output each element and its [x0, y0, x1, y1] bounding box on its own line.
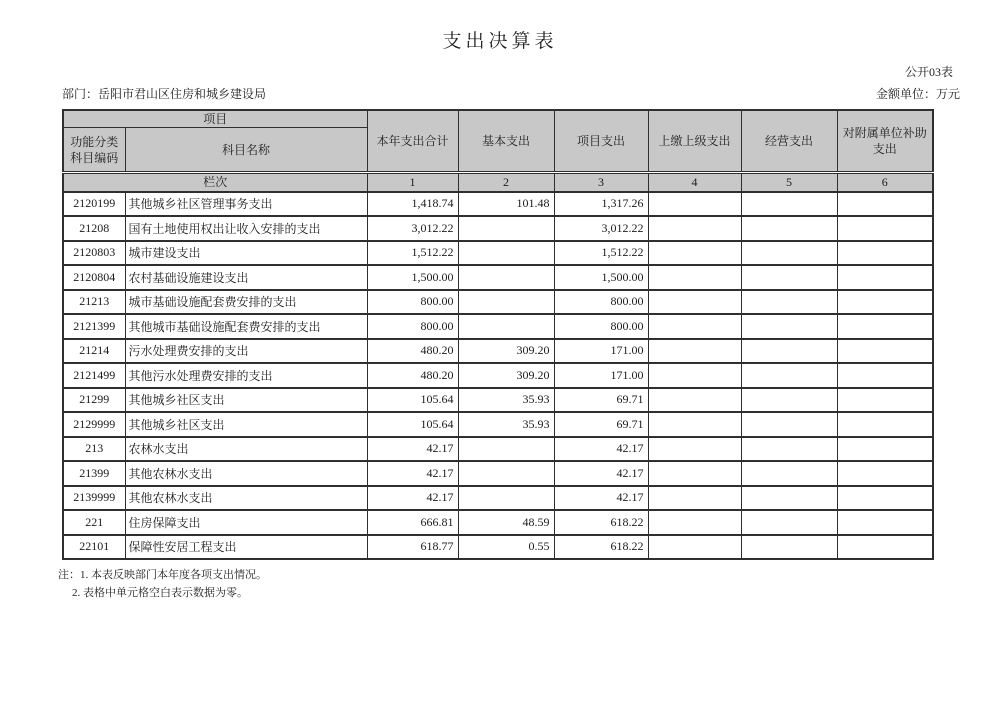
header-total-expenditure: 本年支出合计: [367, 110, 458, 173]
cell-upper: [648, 241, 741, 266]
cell-operating: [741, 461, 837, 486]
cell-basic: [458, 314, 554, 339]
table-row: [63, 461, 933, 486]
meta-row: [0, 87, 1000, 101]
table-row: [63, 510, 933, 535]
cell-code: 21214: [63, 339, 125, 364]
cell-project: 3,012.22: [554, 216, 648, 241]
cell-project: 1,317.26: [554, 192, 648, 217]
column-index-3: 3: [554, 173, 648, 192]
table-row: [63, 535, 933, 560]
cell-total: 800.00: [367, 290, 458, 315]
notes: [0, 566, 1000, 602]
cell-subsidy: [837, 363, 933, 388]
cell-project: 618.22: [554, 535, 648, 560]
cell-total: 42.17: [367, 461, 458, 486]
cell-basic: [458, 461, 554, 486]
table-row: [63, 339, 933, 364]
column-index-4: 4: [648, 173, 741, 192]
cell-subsidy: [837, 216, 933, 241]
cell-project: 69.71: [554, 388, 648, 413]
cell-basic: [458, 486, 554, 511]
cell-operating: [741, 314, 837, 339]
cell-code: 21213: [63, 290, 125, 315]
column-index-5: 5: [741, 173, 837, 192]
table-row: [63, 388, 933, 413]
cell-basic: 35.93: [458, 388, 554, 413]
cell-operating: [741, 216, 837, 241]
cell-basic: 35.93: [458, 412, 554, 437]
cell-project: 800.00: [554, 290, 648, 315]
cell-name: 其他城乡社区支出: [125, 388, 367, 413]
header-subsidy-expenditure: 对附属单位补助支出: [837, 110, 933, 173]
cell-subsidy: [837, 192, 933, 217]
cell-code: 2120199: [63, 192, 125, 217]
unit-label: 金额单位：万元: [875, 87, 960, 101]
cell-operating: [741, 265, 837, 290]
cell-upper: [648, 437, 741, 462]
cell-code: 2121499: [63, 363, 125, 388]
cell-subsidy: [837, 412, 933, 437]
table-row: [63, 486, 933, 511]
cell-upper: [648, 363, 741, 388]
cell-upper: [648, 216, 741, 241]
cell-code: 2139999: [63, 486, 125, 511]
cell-upper: [648, 339, 741, 364]
cell-name: 城市建设支出: [125, 241, 367, 266]
cell-subsidy: [837, 461, 933, 486]
header-row-group: [63, 110, 933, 128]
cell-basic: [458, 241, 554, 266]
cell-code: 22101: [63, 535, 125, 560]
header-subject-name: 科目名称: [125, 128, 367, 173]
cell-project: 42.17: [554, 486, 648, 511]
cell-operating: [741, 510, 837, 535]
cell-operating: [741, 339, 837, 364]
cell-basic: [458, 216, 554, 241]
header-project-group: 项目: [63, 110, 367, 128]
cell-subsidy: [837, 265, 933, 290]
cell-project: 69.71: [554, 412, 648, 437]
cell-basic: 309.20: [458, 339, 554, 364]
page-title: 支出决算表: [442, 31, 558, 52]
cell-upper: [648, 314, 741, 339]
cell-operating: [741, 535, 837, 560]
column-index-6: 6: [837, 173, 933, 192]
cell-name: 其他农林水支出: [125, 461, 367, 486]
cell-total: 666.81: [367, 510, 458, 535]
cell-upper: [648, 535, 741, 560]
table-row: [63, 192, 933, 217]
cell-total: 42.17: [367, 486, 458, 511]
cell-name: 其他城市基础设施配套费安排的支出: [125, 314, 367, 339]
table-row: [63, 437, 933, 462]
cell-project: 800.00: [554, 314, 648, 339]
cell-name: 其他污水处理费安排的支出: [125, 363, 367, 388]
cell-total: 480.20: [367, 363, 458, 388]
note-text-2: 2. 表格中单元格空白表示数据为零。: [72, 587, 248, 599]
header-upper-level-expenditure: 上缴上级支出: [648, 110, 741, 173]
cell-upper: [648, 265, 741, 290]
cell-code: 2120803: [63, 241, 125, 266]
cell-name: 农村基础设施建设支出: [125, 265, 367, 290]
cell-subsidy: [837, 290, 933, 315]
cell-total: 105.64: [367, 388, 458, 413]
table-row: [63, 216, 933, 241]
cell-code: 2120804: [63, 265, 125, 290]
cell-total: 618.77: [367, 535, 458, 560]
cell-code: 21399: [63, 461, 125, 486]
cell-subsidy: [837, 241, 933, 266]
cell-project: 171.00: [554, 363, 648, 388]
note-line-1: [58, 566, 1000, 584]
table-row: [63, 412, 933, 437]
cell-basic: [458, 265, 554, 290]
header-function-code: 功能分类科目编码: [63, 128, 125, 173]
cell-subsidy: [837, 314, 933, 339]
cell-upper: [648, 510, 741, 535]
cell-upper: [648, 412, 741, 437]
cell-project: 618.22: [554, 510, 648, 535]
cell-total: 480.20: [367, 339, 458, 364]
form-code-label: 公开03表: [904, 65, 953, 79]
cell-code: 21299: [63, 388, 125, 413]
cell-code: 2121399: [63, 314, 125, 339]
table-row: [63, 363, 933, 388]
table-row: [63, 265, 933, 290]
cell-name: 其他城乡社区管理事务支出: [125, 192, 367, 217]
cell-basic: [458, 437, 554, 462]
cell-operating: [741, 290, 837, 315]
cell-code: 2129999: [63, 412, 125, 437]
note-text-1: 1. 本表反映部门本年度各项支出情况。: [80, 569, 267, 581]
cell-name: 其他城乡社区支出: [125, 412, 367, 437]
cell-name: 城市基础设施配套费安排的支出: [125, 290, 367, 315]
cell-total: 3,012.22: [367, 216, 458, 241]
cell-operating: [741, 192, 837, 217]
cell-basic: [458, 290, 554, 315]
cell-total: 800.00: [367, 314, 458, 339]
header-basic-expenditure: 基本支出: [458, 110, 554, 173]
cell-project: 171.00: [554, 339, 648, 364]
cell-operating: [741, 241, 837, 266]
expenditure-table: [62, 109, 934, 560]
header-project-expenditure: 项目支出: [554, 110, 648, 173]
cell-subsidy: [837, 388, 933, 413]
cell-upper: [648, 461, 741, 486]
cell-code: 213: [63, 437, 125, 462]
cell-project: 1,500.00: [554, 265, 648, 290]
table-row: [63, 314, 933, 339]
cell-basic: 0.55: [458, 535, 554, 560]
column-index-1: 1: [367, 173, 458, 192]
header-operating-expenditure: 经营支出: [741, 110, 837, 173]
cell-subsidy: [837, 535, 933, 560]
table-row: [63, 290, 933, 315]
cell-subsidy: [837, 339, 933, 364]
cell-total: 105.64: [367, 412, 458, 437]
cell-total: 1,512.22: [367, 241, 458, 266]
cell-total: 1,418.74: [367, 192, 458, 217]
column-index-label: 栏次: [63, 173, 367, 192]
cell-operating: [741, 363, 837, 388]
column-index-2: 2: [458, 173, 554, 192]
cell-operating: [741, 486, 837, 511]
cell-operating: [741, 437, 837, 462]
cell-subsidy: [837, 486, 933, 511]
table-body: [63, 192, 933, 560]
cell-project: 1,512.22: [554, 241, 648, 266]
notes-prefix: 注：: [58, 569, 80, 581]
column-index-row: [63, 173, 933, 192]
cell-upper: [648, 486, 741, 511]
cell-subsidy: [837, 437, 933, 462]
cell-name: 污水处理费安排的支出: [125, 339, 367, 364]
cell-upper: [648, 192, 741, 217]
cell-basic: 48.59: [458, 510, 554, 535]
cell-basic: 309.20: [458, 363, 554, 388]
cell-name: 其他农林水支出: [125, 486, 367, 511]
cell-name: 住房保障支出: [125, 510, 367, 535]
cell-project: 42.17: [554, 461, 648, 486]
cell-name: 农林水支出: [125, 437, 367, 462]
cell-code: 21208: [63, 216, 125, 241]
cell-name: 保障性安居工程支出: [125, 535, 367, 560]
cell-operating: [741, 412, 837, 437]
cell-subsidy: [837, 510, 933, 535]
cell-project: 42.17: [554, 437, 648, 462]
table-row: [63, 241, 933, 266]
table-header: [63, 110, 933, 192]
cell-operating: [741, 388, 837, 413]
cell-total: 1,500.00: [367, 265, 458, 290]
cell-name: 国有土地使用权出让收入安排的支出: [125, 216, 367, 241]
cell-total: 42.17: [367, 437, 458, 462]
cell-upper: [648, 388, 741, 413]
cell-basic: 101.48: [458, 192, 554, 217]
department-label: 部门：岳阳市君山区住房和城乡建设局: [62, 87, 267, 101]
cell-upper: [648, 290, 741, 315]
cell-code: 221: [63, 510, 125, 535]
note-line-2: [58, 584, 1000, 602]
